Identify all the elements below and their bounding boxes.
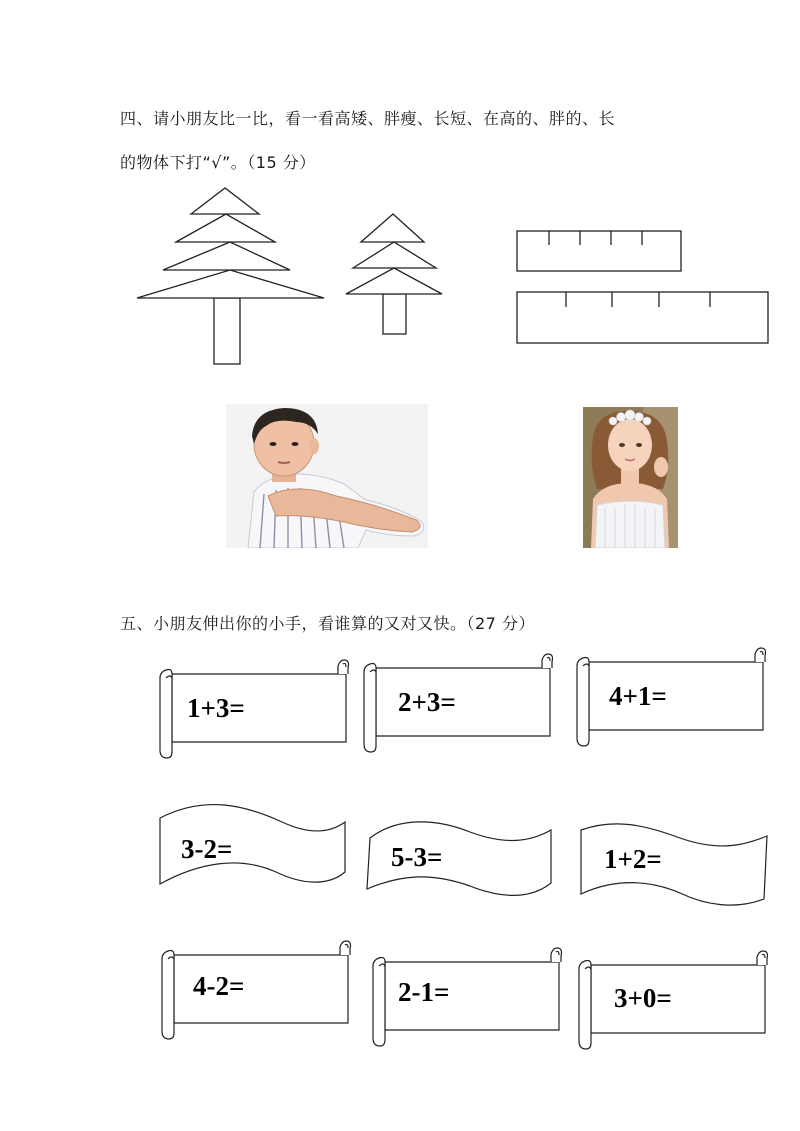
- question-4-line-2: 的物体下打“√”。（15 分）: [120, 153, 316, 172]
- question-4-line-1: 四、请小朋友比一比，看一看高矮、胖瘦、长短、在高的、胖的、长: [120, 109, 616, 128]
- question-5-title: 五、小朋友伸出你的小手，看谁算的又对又快。（27 分）: [120, 614, 535, 633]
- short-tree: [346, 214, 442, 334]
- equation-7: 4-2=: [193, 971, 245, 1001]
- equation-9: 3+0=: [614, 983, 672, 1013]
- scroll-frame-2: [364, 654, 553, 752]
- equation-4: 3-2=: [181, 834, 233, 864]
- short-tree-tier-2: [353, 242, 436, 268]
- tall-tree-tier-2: [176, 214, 275, 242]
- short-tree-trunk: [383, 294, 406, 334]
- equation-6: 1+2=: [604, 844, 662, 874]
- equation-3: 4+1=: [609, 681, 667, 711]
- boy-photo: [226, 404, 428, 548]
- short-tree-tier-1: [361, 214, 424, 242]
- equation-8: 2-1=: [398, 977, 450, 1007]
- girl-photo: [583, 407, 678, 548]
- tall-tree-tier-3: [163, 242, 290, 270]
- long-ruler: [517, 292, 768, 343]
- tall-tree-tier-1: [191, 188, 259, 214]
- tall-tree-tier-4: [137, 270, 324, 298]
- scroll-frame-3: [577, 648, 766, 746]
- tall-tree-trunk: [214, 298, 240, 364]
- equation-1: 1+3=: [187, 693, 245, 723]
- tall-tree: [137, 188, 324, 364]
- short-tree-tier-3: [346, 268, 442, 294]
- short-ruler: [517, 231, 681, 271]
- equation-5: 5-3=: [391, 842, 443, 872]
- scroll-frame-7: [162, 941, 351, 1039]
- scroll-frame-9: [579, 951, 768, 1049]
- equation-2: 2+3=: [398, 687, 456, 717]
